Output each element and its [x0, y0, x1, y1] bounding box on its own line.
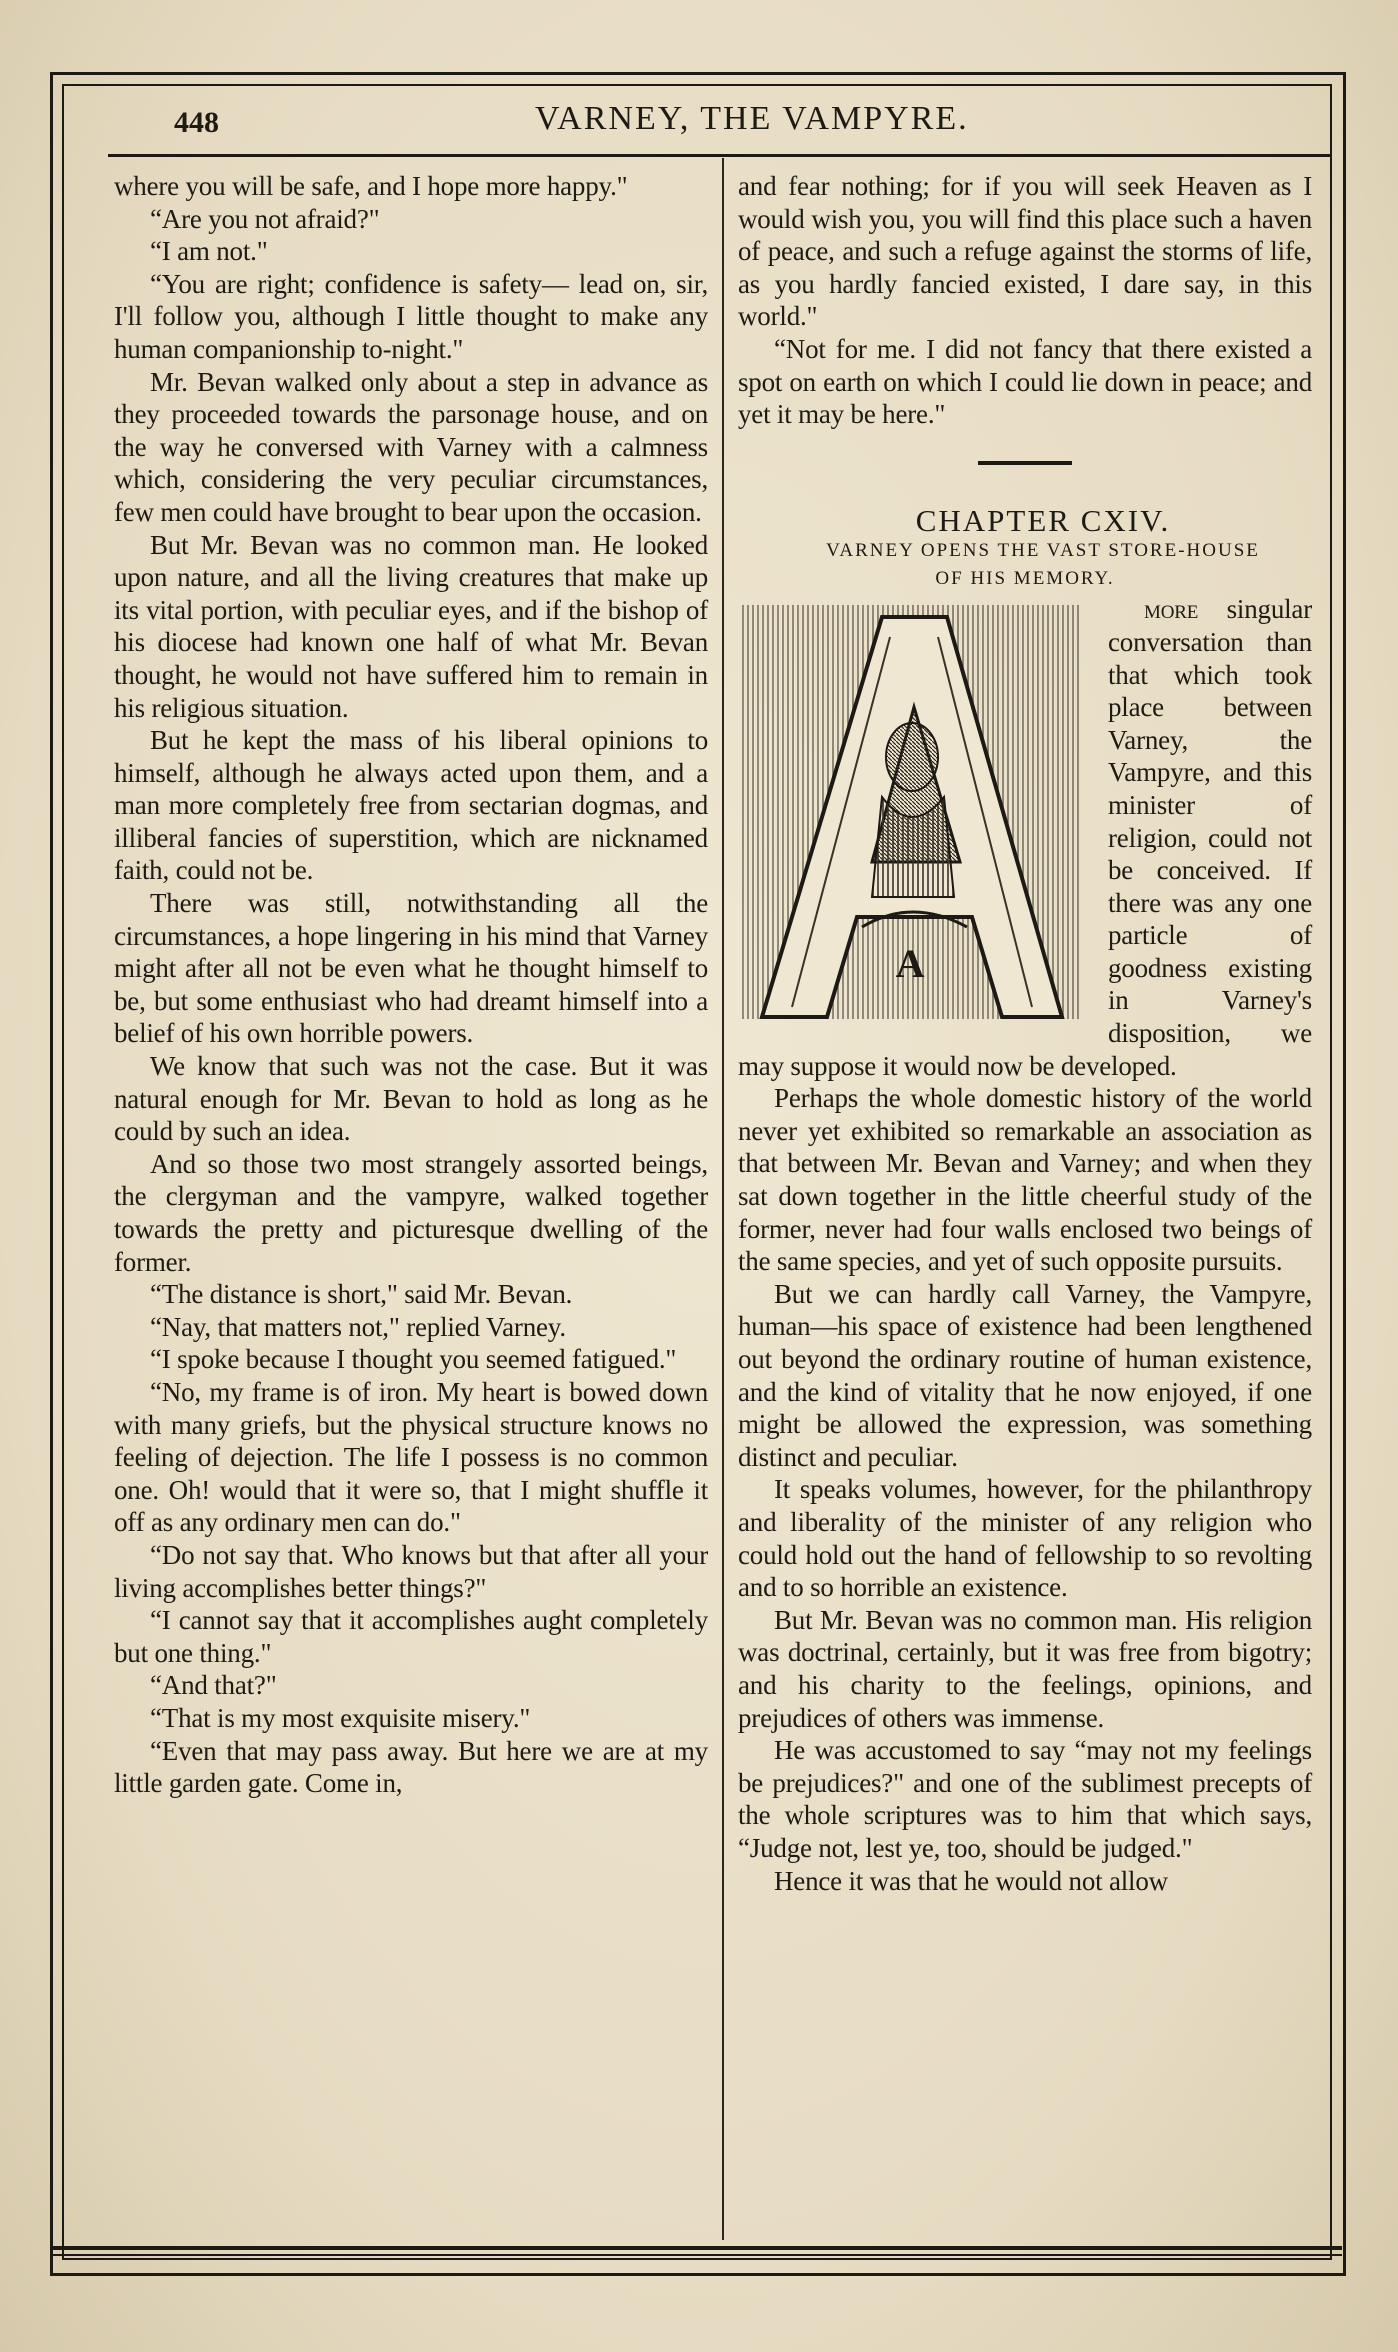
paragraph: Mr. Bevan walked only about a step in advance as they proceeded towards the parsonage house, and on the way he conversed with Varney with a calmness which, considering the very peculiar circumstances, few men could have brought to bear upon the occasion.: [114, 366, 708, 527]
paragraph: But Mr. Bevan was no common man. He looked upon nature, and all the living creatures that make up its vital portion, with peculiar eyes, and if the bishop of his diocese had known one half of what Mr. Bevan thought, he would not have suffered him to remain in his religious situation.: [114, 529, 708, 723]
paragraph: “Do not say that. Who knows but that after all your living accomplishes better things?": [114, 1539, 708, 1603]
paragraph: “I spoke because I thought you seemed fatigued.": [150, 1344, 677, 1375]
column-divider: [722, 158, 724, 2240]
page-header: [90, 96, 1316, 152]
paragraph: “Are you not afraid?": [150, 203, 380, 234]
paragraph: There was still, notwithstanding all the circumstances, a hope lingering in his mind that Varney might after all not be even what he thought himself to be, but some enthusiast who had dreamt himself into a belief of his own horrible powers.: [114, 888, 708, 1049]
drop-cap-illustration: [732, 597, 1088, 1027]
paragraph: “Not for me. I did not fancy that there existed a spot on earth on which I could lie down in peace; and yet it may be here.": [738, 333, 1312, 430]
header-rule: [108, 154, 1330, 157]
illuminated-drop-cap: [732, 597, 1088, 1027]
footer-rule-thin: [52, 2254, 1342, 2256]
paragraph: “And that?": [150, 1670, 277, 1701]
paragraph: where you will be safe, and I hope more happy.": [114, 171, 628, 201]
paragraph: “Nay, that matters not," replied Varney.: [150, 1311, 566, 1342]
paragraph: “I cannot say that it accomplishes aught completely but one thing.": [114, 1605, 708, 1668]
left-column: [114, 170, 708, 1800]
paragraph: “I am not.": [150, 236, 268, 267]
paragraph: We know that such was not the case. But it was natural enough for Mr. Bevan to hold as long as he could by such an idea.: [114, 1051, 708, 1147]
paragraph: And so those two most strangely assorted beings, the clergyman and the vampyre, walked together towards the pretty and picturesque dwelling of the former.: [114, 1148, 708, 1277]
paragraph: Perhaps the whole domestic history of the world never yet exhibited so remarkable an association as that between Mr. Bevan and Varney; and when they sat down together in the little cheerful study of the former, never had four walls enclosed two beings of the same species, and yet of such opposite pursuits.: [738, 1083, 1312, 1277]
opening-text: singular conversation than that which took place between Varney, the Vampyre, and this minister of religion, could not be conceived. If there was any one particle of goodness existing in Varney's disposition, we may suppose it would now be developed.: [738, 594, 1312, 1081]
chapter-title: CHAPTER CXIV.: [915, 502, 1171, 538]
drop-cap-letter: A: [895, 941, 925, 987]
paragraph: “That is my most exquisite misery.": [150, 1702, 531, 1733]
chapter-subtitle-line-1: VARNEY OPENS THE VAST STORE-HOUSE: [826, 540, 1260, 562]
chapter-subtitle-line-2: OF HIS MEMORY.: [935, 568, 1115, 590]
running-title: VARNEY, THE VAMPYRE.: [535, 100, 969, 137]
right-column: [738, 170, 1312, 1897]
footer-rule: [52, 2246, 1342, 2250]
paragraph: But we can hardly call Varney, the Vampyre, human—his space of existence had been lengthened out beyond the ordinary routine of human existence, and the kind of vitality that he now enjoyed, if one might be allowed the expression, was something distinct and peculiar.: [738, 1278, 1312, 1472]
paragraph: But he kept the mass of his liberal opinions to himself, although he always acted upon them, and a man more completely free from sectarian dogmas, and illiberal fancies of superstition, which are nicknamed faith, could not be.: [114, 725, 708, 886]
paragraph: “You are right; confidence is safety— lead on, sir, I'll follow you, although I little thought to make any human companionship to-night.": [114, 268, 708, 364]
page-number: 448: [174, 106, 219, 139]
paragraph: Hence it was that he would not allow: [774, 1865, 1168, 1896]
opening-small-caps: more: [1144, 594, 1199, 625]
paragraph: “The distance is short," said Mr. Bevan.: [150, 1279, 573, 1310]
paragraph: He was accustomed to say “may not my feelings be prejudices?" and one of the sublimest precepts of the whole scriptures was to him that which says, “Judge not, lest ye, too, should be judged.": [738, 1735, 1312, 1863]
paragraph: and fear nothing; for if you will seek Heaven as I would wish you, you will find this place such a haven of peace, and such a refuge against the storms of life, as you hardly fancied existed, I dare say, in this world.": [738, 171, 1312, 332]
section-rule: [978, 461, 1072, 465]
paragraph: “Even that may pass away. But here we are at my little garden gate. Come in,: [114, 1735, 708, 1799]
paragraph: But Mr. Bevan was no common man. His religion was doctrinal, certainly, but it was free from bigotry; and his charity to the feelings, opinions, and prejudices of others was immense.: [738, 1604, 1312, 1733]
chapter-subtitle: [738, 537, 1312, 593]
chapter-opening: [738, 593, 1312, 1082]
paragraph: It speaks volumes, however, for the philanthropy and liberality of the minister of any religion who could hold out the hand of fellowship to so revolting and to so horrible an existence.: [738, 1474, 1312, 1603]
paragraph: “No, my frame is of iron. My heart is bowed down with many griefs, but the physical structure knows no feeling of dejection. The life I possess is no common one. Oh! would that it were so, that I might shuffle it off as any ordinary men can do.": [114, 1376, 708, 1538]
